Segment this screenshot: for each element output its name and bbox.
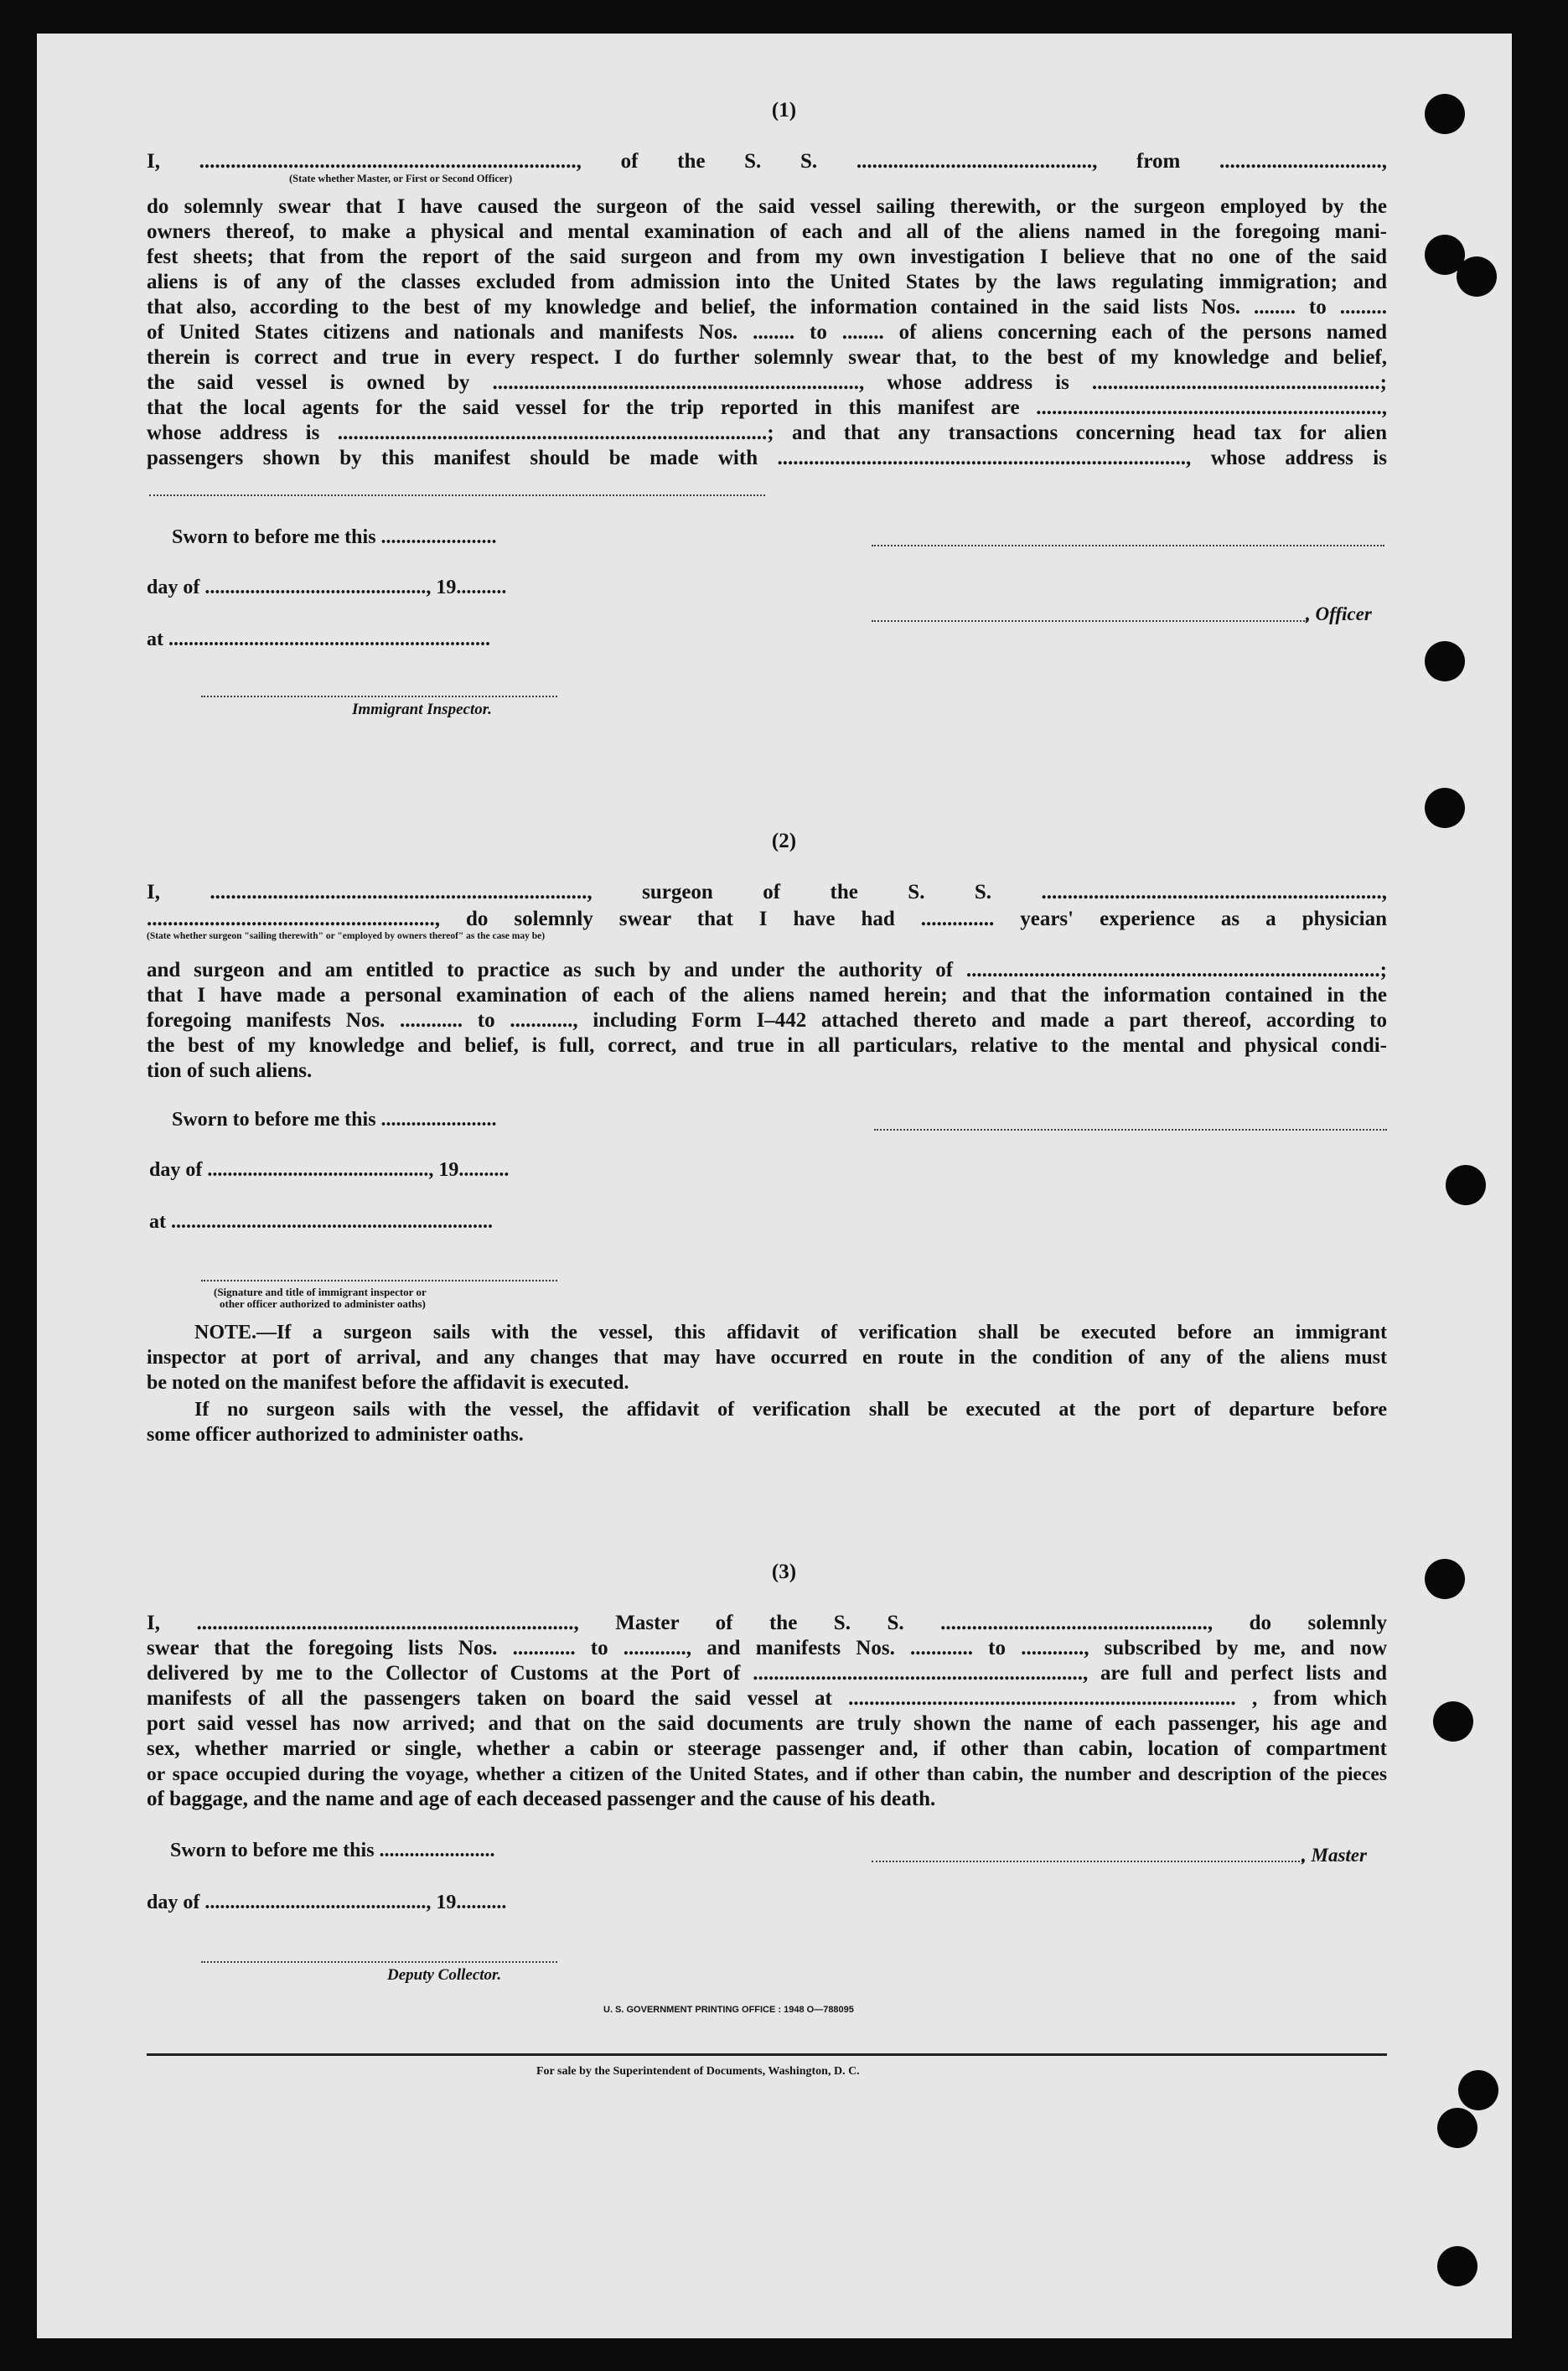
at-line: at ................................................................: [149, 1211, 493, 1233]
section-1-number: (1): [771, 99, 797, 122]
day-line: day of ............................................, 19..........: [149, 1159, 510, 1181]
note-line: If no surgeon sails with the vessel, the affidavit of verification shall be executed at the port of departure before: [194, 1399, 1387, 1421]
section-1-body-line: the said vessel is owned by ......................................................................, whose address is .......................................................;: [147, 371, 1387, 394]
section-1-body-line: of United States citizens and nationals and manifests Nos. ........ to ........ of aliens concerning each of the persons named: [147, 321, 1387, 344]
officer-signature-line[interactable]: [872, 620, 1307, 622]
section-1-body-line: that also, according to the best of my knowledge and belief, the information contained in the said lists Nos. ........ to .........: [147, 296, 1387, 318]
at-line: at ................................................................: [147, 629, 490, 650]
signature-caption: (Signature and title of immigrant inspector or: [214, 1286, 427, 1298]
section-3-body-line: swear that the foregoing lists Nos. ............ to ............, and manifests Nos. ............ to ............, subscribed by me, and now: [147, 1637, 1387, 1659]
sworn-line: Sworn to before me this .......................: [172, 526, 497, 548]
section-3-body-line: sex, whether married or single, whether a cabin or steerage passenger and, if other than cabin, location of compartment: [147, 1737, 1387, 1760]
sworn-line: Sworn to before me this .......................: [170, 1840, 495, 1861]
section-1-body-line: that the local agents for the said vessel for the trip reported in this manifest are ..................................................................,: [147, 396, 1387, 419]
binder-hole: [1433, 1701, 1473, 1742]
sale-notice: For sale by the Superintendent of Documents, Washington, D. C.: [536, 2065, 860, 2078]
master-signature-line[interactable]: [872, 1861, 1303, 1862]
deputy-signature-line[interactable]: [201, 1961, 557, 1963]
master-rank-hint: (State whether Master, or First or Second Officer): [289, 173, 513, 184]
section-3-body-line: of baggage, and the name and age of each deceased passenger and the cause of his death.: [147, 1788, 936, 1810]
section-1-body-line: fest sheets; that from the report of the said surgeon and from my own investigation I believe that no one of the said: [147, 246, 1387, 268]
footer-rule: [147, 2053, 1387, 2056]
section-1-body-line: whose address is ..................................................................................; and that any transactions concerning head tax for alien: [147, 422, 1387, 444]
note-line: be noted on the manifest before the affidavit is executed.: [147, 1372, 629, 1394]
section-3-body-line: port said vessel has now arrived; and that on the said documents are truly shown the name of each passenger, his age and: [147, 1712, 1387, 1735]
binder-hole: [1446, 1165, 1486, 1205]
note-line: inspector at port of arrival, and any changes that may have occurred en route in the condition of any of the aliens must: [147, 1347, 1387, 1369]
sworn-line: Sworn to before me this .......................: [172, 1109, 497, 1131]
oath-officer-signature-line[interactable]: [201, 1280, 557, 1281]
inspector-caption: Immigrant Inspector.: [352, 701, 492, 718]
binder-hole: [1458, 2070, 1498, 2110]
note-line: NOTE.—If a surgeon sails with the vessel, this affidavit of verification shall be executed before an immigrant: [194, 1322, 1387, 1343]
section-2-body-line: foregoing manifests Nos. ............ to ............, including Form I–442 attached thereto and made a part thereof, according to: [147, 1009, 1387, 1032]
inspector-signature-line[interactable]: [201, 696, 557, 697]
surgeon-experience-line: ......................................................., do solemnly swear that I have had .............. years' experience as a physician: [147, 908, 1387, 930]
section-1-body-line: do solemnly swear that I have caused the surgeon of the said vessel sailing therewith, or the surgeon employed by the: [147, 195, 1387, 218]
section-2-body-line: that I have made a personal examination of each of the aliens named herein; and that the information contained in the: [147, 984, 1387, 1007]
officer-label: , Officer: [1306, 603, 1372, 624]
day-line: day of ............................................, 19..........: [147, 1892, 507, 1913]
section-3-body-line: or space occupied during the voyage, whether a citizen of the United States, and if other than cabin, the number and description of the pieces: [147, 1763, 1387, 1785]
binder-hole: [1437, 2246, 1477, 2286]
signature-caption: other officer authorized to administer oaths): [220, 1297, 426, 1310]
binder-hole: [1425, 641, 1465, 681]
address-fill-line[interactable]: [149, 494, 765, 496]
surgeon-declaration-line: I, ........................................................................, surgeon of the S. S. .................................................................,: [147, 881, 1387, 903]
section-2-body-line: tion of such aliens.: [147, 1059, 313, 1082]
binder-hole: [1437, 2108, 1477, 2148]
surgeon-type-hint: (State whether surgeon "sailing therewith" or "employed by owners thereof" as the case may be): [147, 931, 546, 941]
section-2-body-line: and surgeon and am entitled to practice as such by and under the authority of ...............................................................................;: [147, 959, 1387, 981]
section-3-number: (3): [771, 1561, 797, 1583]
section-1-body-line: aliens is of any of the classes excluded from admission into the United States by the laws regulating immigration; and: [147, 271, 1387, 293]
section-3-body-line: I, ........................................................................, Master of the S. S. ..................................................., do solemnly: [147, 1612, 1387, 1634]
section-1-body-line: therein is correct and true in every respect. I do further solemnly swear that, to the best of my knowledge and belief,: [147, 346, 1387, 369]
printing-office-credit: U. S. GOVERNMENT PRINTING OFFICE : 1948 O—788095: [603, 2005, 854, 2015]
day-line: day of ............................................, 19..........: [147, 577, 507, 598]
master-label: , Master: [1301, 1845, 1367, 1866]
deputy-caption: Deputy Collector.: [387, 1966, 502, 1984]
master-signature-line[interactable]: [872, 545, 1384, 546]
section-3-body-line: delivered by me to the Collector of Customs at the Port of ..............................................................., are full and perfect lists and: [147, 1662, 1387, 1685]
master-declaration-line: I, ........................................................................, of the S. S. ............................................., from ...............................,: [147, 150, 1387, 173]
surgeon-signature-line[interactable]: [874, 1129, 1387, 1131]
section-3-body-line: manifests of all the passengers taken on board the said vessel at .......................................................................... , from which: [147, 1687, 1387, 1710]
section-1-body-line: passengers shown by this manifest should be made with .............................................................................., whose address is: [147, 447, 1387, 469]
binder-hole: [1425, 788, 1465, 828]
section-1-body-line: owners thereof, to make a physical and mental examination of each and all of the aliens named in the foregoing mani-: [147, 220, 1387, 243]
section-2-body-line: the best of my knowledge and belief, is full, correct, and true in all particulars, relative to the mental and physical condi-: [147, 1034, 1387, 1057]
section-2-number: (2): [771, 830, 797, 852]
note-line: some officer authorized to administer oaths.: [147, 1424, 524, 1446]
binder-hole: [1457, 256, 1497, 297]
